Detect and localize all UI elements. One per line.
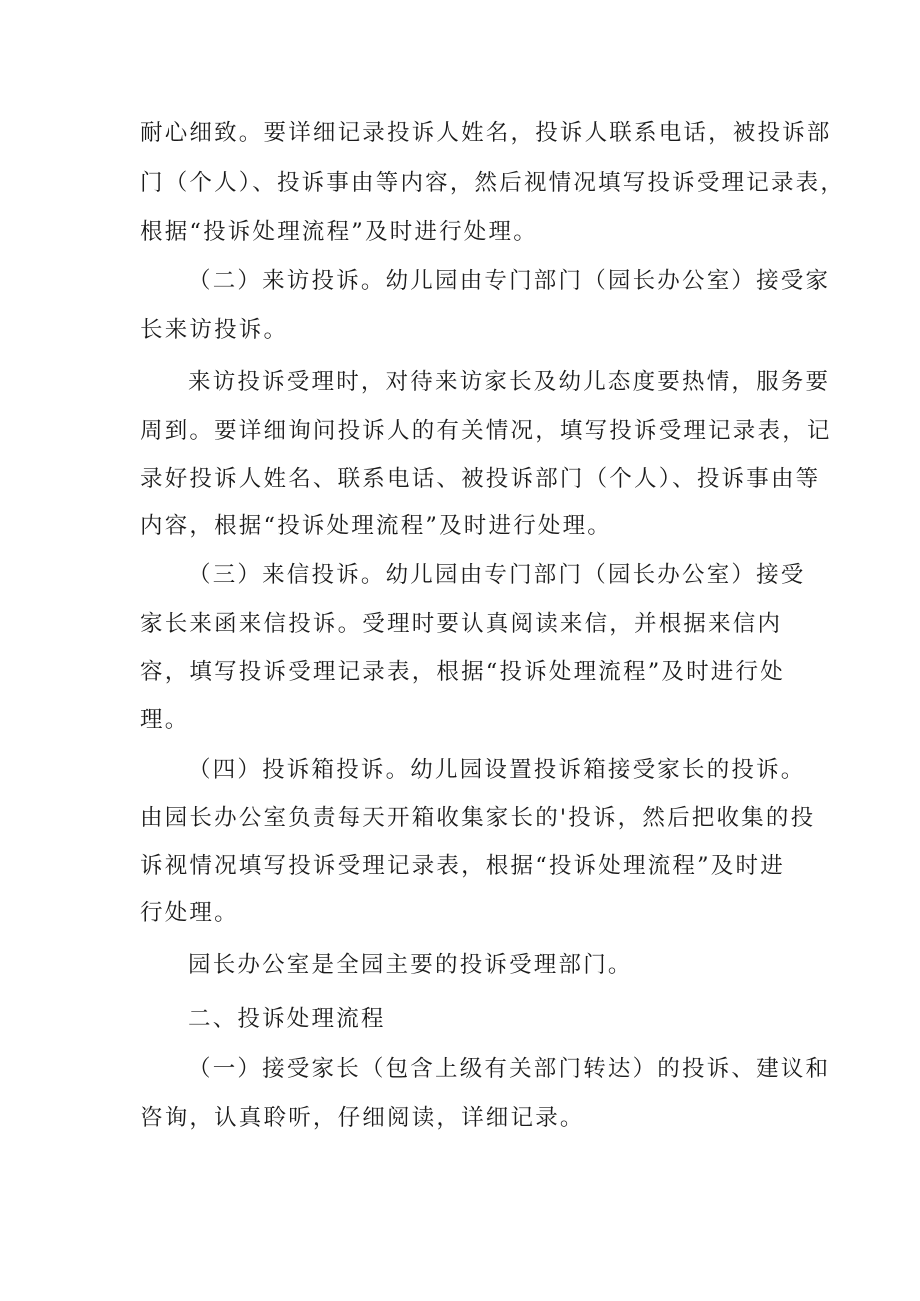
text-line: 长来访投诉。 (140, 317, 289, 343)
text-line: （三）来信投诉。幼儿园由专门部门（园长办公室）接受 (188, 562, 806, 588)
text-line: 容，填写投诉受理记录表，根据“投诉处理流程”及时进行处 (140, 659, 785, 685)
text-line: 根据“投诉处理流程”及时进行处理。 (140, 219, 538, 245)
text-line: 诉视情况填写投诉受理记录表，根据“投诉处理流程”及时进 (140, 853, 785, 879)
text-line: 由园长办公室负责每天开箱收集家长的'投诉，然后把收集的投 (140, 805, 816, 831)
text-line: 内容，根据“投诉处理流程”及时进行处理。 (140, 513, 613, 539)
text-line: 咨询，认真聆听，仔细阅读，详细记录。 (140, 1105, 585, 1131)
text-line: 门（个人）、投诉事由等内容，然后视情况填写投诉受理记录表， (140, 170, 846, 196)
text-line: 行处理。 (140, 900, 239, 926)
text-line: （四）投诉箱投诉。幼儿园设置投诉箱接受家长的投诉。 (188, 757, 806, 783)
text-line: 家长来函来信投诉。受理时要认真阅读来信，并根据来信内 (140, 611, 783, 637)
text-line: 理。 (140, 707, 190, 733)
text-line: 来访投诉受理时，对待来访家长及幼儿态度要热情，服务要 (188, 369, 831, 395)
section-heading: 二、投诉处理流程 (188, 1006, 386, 1032)
text-line: 录好投诉人姓名、联系电话、被投诉部门（个人）、投诉事由等 (140, 466, 821, 492)
text-line: （一）接受家长（包含上级有关部门转达）的投诉、建议和 (188, 1056, 831, 1082)
text-line: 园长办公室是全园主要的投诉受理部门。 (188, 952, 633, 978)
text-line: 周到。要详细询问投诉人的有关情况，填写投诉受理记录表，记 (140, 418, 832, 444)
text-line: 耐心细致。要详细记录投诉人姓名，投诉人联系电话，被投诉部 (140, 120, 832, 146)
text-line: （二）来访投诉。幼儿园由专门部门（园长办公室）接受家 (188, 268, 831, 294)
